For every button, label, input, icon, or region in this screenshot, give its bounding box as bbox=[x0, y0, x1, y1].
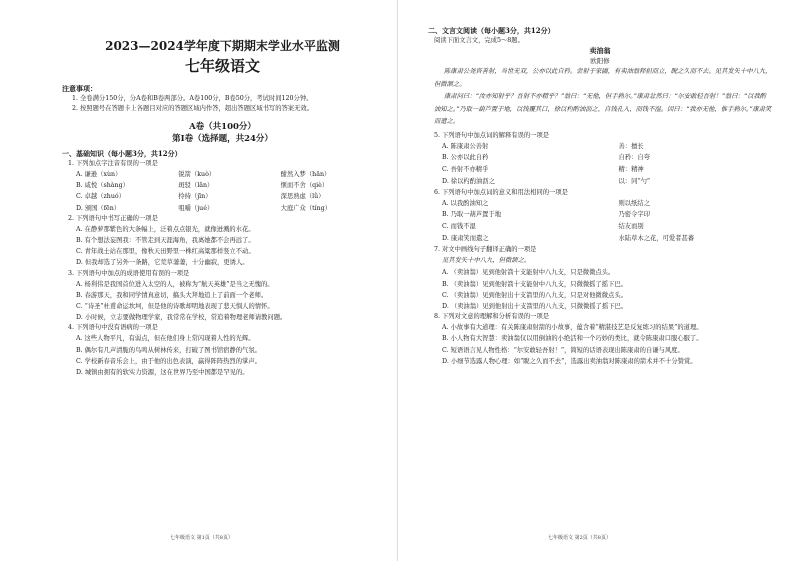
option-pair: 则以纸结之 bbox=[618, 199, 650, 207]
notice-heading: 注意事项： bbox=[62, 84, 97, 93]
option: D. 颁国（fēn） bbox=[76, 204, 121, 212]
option: C. （卖油翁）见到他射出十支箭里的八九支，只是对他微微点头。 bbox=[442, 291, 627, 299]
option-gloss: 精：精神 bbox=[618, 166, 644, 174]
option-pair: 水陆草木之花，可爱者甚蕃 bbox=[618, 235, 695, 243]
option: B. 有个想法妄图我：不管走到天涯海角，我离她都不会再远了。 bbox=[76, 237, 255, 245]
reading-instruction: 阅读下面文言文，完成5～8题。 bbox=[434, 37, 524, 44]
option-gloss: 自矜：自夸 bbox=[618, 154, 650, 162]
option: 拎持（jīn） bbox=[178, 193, 212, 201]
part1-title: 第Ⅰ卷（选择题，共24分） bbox=[172, 134, 273, 144]
option: 斑驳（lǎn） bbox=[178, 182, 214, 190]
option: C. 卓越（zhuó） bbox=[76, 193, 126, 201]
option: D. 小时候，立志要做物理学家，我常常在学校，常追着物理老师请教问题。 bbox=[76, 314, 287, 322]
option: B. 咸悦（shàng） bbox=[76, 182, 129, 190]
page-footer: 七年级语文 第2页（共8页） bbox=[548, 535, 611, 541]
option: A. （卖油翁）见到他射箭十支能射中八九支，只是微微点头。 bbox=[442, 269, 615, 277]
option: 锐箭（kuò） bbox=[178, 171, 216, 178]
notice-item: 2. 按照题号在答题卡上各题目对应的答题区域内作答，超出答题区域书写的答案无效。 bbox=[72, 104, 313, 112]
option: B. 偶尔有几声清脆的鸟鸣从树林传来，打破了图书馆宿静的气氛。 bbox=[76, 346, 261, 354]
option: B. 春游那天，我和同学情真意切，搞头大拜地追上了前面一个老师。 bbox=[76, 291, 268, 299]
question-stem: 7. 对文中画线句子翻译正确的一项是 bbox=[434, 245, 537, 253]
option: C. 青年战士站在那里，像秋天田野里一株红高粱那样竖立不动。 bbox=[76, 248, 255, 256]
question-stem: 1. 下列加点字注音有误的一项是 bbox=[68, 160, 158, 167]
option: A. 小故事有大道理：有关陈康肃射箭的小故事，蕴含着“精湛技艺是反复练习的结果”的道理。 bbox=[442, 324, 703, 332]
option: 酣然入梦（hān） bbox=[280, 171, 331, 178]
option: D. （卖油翁）见到他射出十支箭里的八九支，只微微摇了摇下巴。 bbox=[442, 302, 628, 310]
option: A. 这些人物平凡，有弱点，但在他们身上常闪现着人性的光辉。 bbox=[76, 335, 255, 343]
question-options bbox=[428, 141, 772, 188]
option: A. 陈康肃公善射 bbox=[442, 142, 489, 150]
option: B. 公亦以此自矜 bbox=[442, 154, 489, 162]
option: C. “诗圣”杜甫命运坎坷，但是他的诗歌却明地表现了悲天悯人的情怀。 bbox=[76, 303, 274, 311]
option-pair: 乃密令字印 bbox=[618, 211, 650, 219]
question-stem: 3. 下列语句中加点的成语使用有误的一项是 bbox=[68, 269, 190, 277]
page-footer: 七年级语文 第1页（共8页） bbox=[170, 535, 233, 541]
option: A. 杨利伟是我国首位进入太空的人，被称为“航天英雄”是当之无愧的。 bbox=[76, 280, 274, 288]
option-gloss: 以：同“勺” bbox=[618, 177, 651, 185]
passage-title: 卖油翁 bbox=[589, 46, 611, 55]
option: 咀嚼（jué） bbox=[178, 204, 214, 212]
question-stem: 2. 下列语句中书写正确的一项是 bbox=[68, 214, 158, 222]
right-page bbox=[397, 0, 794, 561]
option: 惬而不舍（qiè） bbox=[280, 182, 329, 190]
option: B. 乃取一葫芦置于地 bbox=[442, 211, 502, 219]
option-gloss: 善：擅长 bbox=[618, 142, 644, 150]
notice-item: 1. 全卷满分150分，分A卷和B卷两部分。A卷100分，B卷50分，考试时间120分钟。 bbox=[72, 95, 313, 102]
option: D. 小细节选露人物心理：如“睨之久而不去”，选露出卖油翁对陈康肃的箭术并不十分赞赏。 bbox=[442, 357, 697, 365]
option: C. 而钱不湿 bbox=[442, 223, 476, 231]
passage-paragraph: 康肃问曰：“汝亦知射乎？吾射不亦精乎？”翁曰：“无他，但手熟尔。”康肃忿然曰：“尔安敢轻吾射！”翁曰：“以我酌油知之。”乃取一葫芦置于地，以钱覆其口，徐以杓酌油沥之，自钱孔入，而钱不湿。因曰：“我亦无他，惟手熟尔。”康肃笑而遣之。 bbox=[434, 93, 772, 125]
section-heading: 一、基础知识（每小题3分，共12分） bbox=[62, 149, 182, 158]
option: C. 学校新春音乐会上，由于他的出色表演，赢得阵阵热烈的掌声。 bbox=[76, 357, 261, 365]
quoted-sentence: 见其发矢十中八九，但微颔之。 bbox=[442, 256, 531, 264]
passage-paragraph: 陈康肃公尧咨善射，当世无双，公亦以此自矜。尝射于家圃，有卖油翁释担而立，睨之久而不去。见其发矢十中八九，但微颔之。 bbox=[434, 68, 772, 88]
section-heading: 二、文言文阅读（每小题3分，共12分） bbox=[428, 26, 555, 35]
option: A. 谦逊（xùn） bbox=[76, 171, 122, 178]
option: D. 康肃笑而遣之 bbox=[442, 235, 489, 243]
option: A. 在静萝那紫色的大条幅上，泛着点点银光，就像迸溅的水花。 bbox=[76, 225, 255, 233]
option: A. 以我酌油知之 bbox=[442, 199, 489, 207]
section-a-title: A卷（共100分） bbox=[189, 122, 256, 132]
option: 大庭广众（tíng） bbox=[280, 204, 332, 212]
question-stem: 6. 下列语句中加点词的意义和用法相同的一项是 bbox=[434, 188, 568, 196]
passage-author: 欧阳修 bbox=[590, 57, 610, 65]
option: D. 但我却选了另外一条路，它荒草萋萋，十分幽寂，更诱人。 bbox=[76, 259, 249, 267]
option: B. （卖油翁）见到他射箭十支能射中八九支，只微微摇了摇下巴。 bbox=[442, 280, 627, 288]
option: C. 吾射不亦精乎 bbox=[442, 166, 489, 174]
question-stem: 8. 下列对文意的理解和分析有误的一项是 bbox=[434, 313, 550, 321]
question-stem: 5. 下列语句中加点词的解释有误的一项是 bbox=[434, 131, 550, 139]
subject-title: 七年级语文 bbox=[184, 57, 260, 75]
question-options bbox=[62, 169, 383, 214]
exam-header-title: 2023—2024学年度下期期末学业水平监测 bbox=[105, 39, 340, 53]
option: 深思熟虑（lǜ） bbox=[280, 193, 325, 201]
option: D. 城镇由拥有的软实力资源，这在世界乃至中国都是罕见的。 bbox=[76, 369, 249, 377]
question-options bbox=[428, 198, 772, 245]
option: C. 短语语言见人物性格：“尔安敢轻吾射！”，简短的话语表现出陈康肃的自谦与风度。 bbox=[442, 346, 684, 354]
option-pair: 结友而别 bbox=[618, 223, 644, 231]
question-stem: 4. 下列语句中没有语病的一项是 bbox=[68, 324, 158, 332]
option: B. 小人物有大智慧：卖油翁仅以用倒油的小绝活和一个巧妙的类比，就令陈康肃口服心服了。 bbox=[442, 335, 703, 343]
option: D. 徐以杓酌油沥之 bbox=[442, 177, 495, 185]
